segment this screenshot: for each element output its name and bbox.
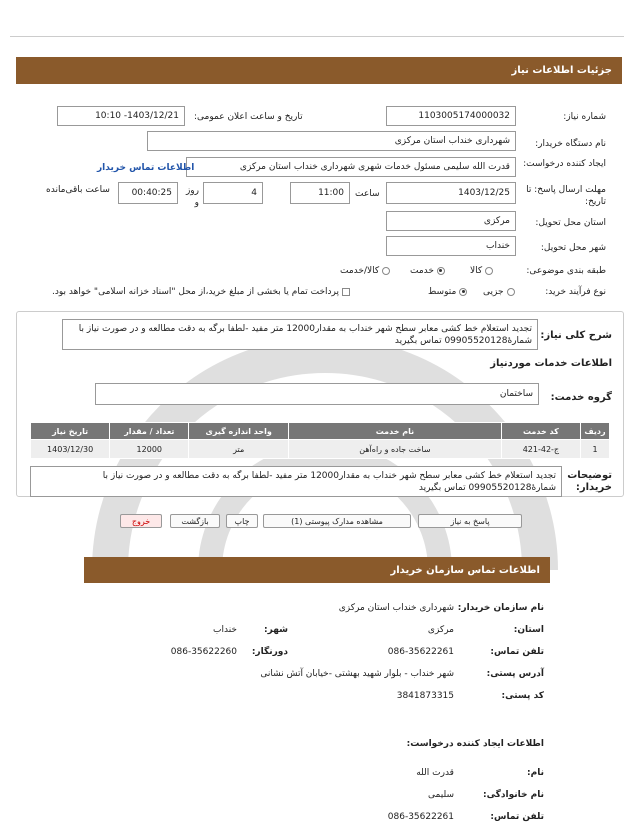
process-option-minor-label: جزیی [483,287,504,297]
city-field: خنداب [386,236,516,256]
deadline-label: مهلت ارسال پاسخ: تا تاریخ: [526,185,606,207]
col-qty-header: تعداد / مقدار [110,423,189,440]
creator-label: ایجاد کننده درخواست: [523,159,606,169]
contact-province-value: مرکزی [427,625,454,635]
remaining-time-field: 00:40:25 [118,182,178,204]
contact-fax-label: دورنگار: [251,647,288,657]
cell-row: 1 [580,440,609,459]
contact-phone-value: 086-35622261 [387,647,454,657]
contact-org-label: نام سازمان خریدار: [457,603,544,613]
process-option-minor[interactable] [483,287,515,297]
category-option-goods-label: کالا [470,266,483,276]
day-label: روز و [185,186,199,208]
radio-checked-icon [459,288,467,296]
buyer-org-field: شهرداری خنداب استان مرکزی [147,131,516,151]
announce-label: تاریخ و ساعت اعلان عمومی: [194,112,303,122]
city-label: شهر محل تحویل: [540,243,606,253]
summary-text: تجدید استعلام خط کشی معابر سطح شهر خنداب به مقدار12000 متر مفید -لطفا برگه به دقت مطالعه و در صورت نیاز با شمارۀ09905520128 تماس بگیرید [62,319,538,350]
service-group-field: ساختمان [95,383,539,405]
cell-qty: 12000 [110,440,189,459]
exit-button[interactable]: خروج [120,514,162,528]
creator-phone-label: تلفن تماس: [490,812,544,822]
process-label: نوع فرآیند خرید: [545,287,606,297]
province-field: مرکزی [386,211,516,231]
col-unit-header: واحد اندازه گیری [189,423,289,440]
contact-postal-label: کد پستی: [501,691,544,701]
service-group-label: گروه خدمت: [550,392,612,403]
contact-postal-value: 3841873315 [396,691,454,701]
category-option-service[interactable] [410,266,445,276]
services-section-title: اطلاعات خدمات موردنیاز [490,358,612,369]
contact-phone-label: تلفن تماس: [490,647,544,657]
radio-checked-icon [437,267,445,275]
contact-address-value: شهر خنداب - بلوار شهید بهشتی -خیابان آتش نشانی [260,669,454,679]
buyer-org-label: نام دستگاه خریدار: [535,139,606,149]
checkbox-icon [342,288,350,296]
cell-date: 1403/12/30 [31,440,110,459]
need-number-field: 1103005174000032 [386,106,516,126]
table-header-row [31,423,610,440]
radio-icon [485,267,493,275]
time-label: ساعت [355,189,380,199]
radio-icon [507,288,515,296]
contact-province-label: استان: [513,625,544,635]
cell-code: ج-42-421 [501,440,580,459]
services-table [30,422,610,459]
buyer-notes-label: توضیحات خریدار: [567,470,612,493]
creator-field: قدرت الله سلیمی مسئول خدمات شهری شهرداری خنداب استان مرکزی [186,157,516,177]
creator-info-title: اطلاعات ایجاد کننده درخواست: [406,739,544,749]
print-button[interactable]: چاپ [226,514,258,528]
day-count-field: 4 [203,182,263,204]
category-option-service-label: خدمت [410,266,434,276]
table-row [31,440,610,459]
need-number-label: شماره نیاز: [563,112,606,122]
process-option-medium[interactable] [428,287,467,297]
contact-org-value: شهرداری خنداب استان مرکزی [338,603,454,613]
category-label: طبقه بندی موضوعی: [526,266,606,276]
contact-fax-value: 086-35622260 [170,647,237,657]
creator-family-label: نام خانوادگی: [482,790,544,800]
radio-icon [382,267,390,275]
payment-note[interactable] [52,287,350,297]
creator-name-value: قدرت الله [416,768,454,778]
back-button[interactable]: بازگشت [170,514,220,528]
details-header: جزئیات اطلاعات نیاز [16,57,622,84]
creator-phone-value: 086-35622261 [387,812,454,822]
creator-family-value: سلیمی [428,790,454,800]
process-option-medium-label: متوسط [428,287,457,297]
province-label: استان محل تحویل: [535,218,606,228]
deadline-time-field: 11:00 [290,182,350,204]
remaining-label: ساعت باقی‌مانده [46,185,110,195]
top-divider [10,36,624,37]
col-date-header: تاریخ نیاز [31,423,110,440]
contact-address-label: آدرس پستی: [486,669,544,679]
view-attachments-button[interactable]: مشاهده مدارک پیوستی (1) [263,514,411,528]
contact-header: اطلاعات تماس سازمان خریدار [84,557,550,583]
category-option-both[interactable] [340,266,390,276]
cell-unit: متر [189,440,289,459]
category-option-both-label: کالا/خدمت [340,266,380,276]
cell-name: ساخت جاده و راه‌آهن [289,440,502,459]
buyer-contact-link[interactable]: اطلاعات تماس خریدار [97,163,195,173]
buyer-notes-text: تجدید استعلام خط کشی معابر سطح شهر خنداب به مقدار12000 متر مفید -لطفا برگه به دقت مطالعه و در صورت نیاز با شمارۀ09905520128 تماس بگیرید [30,466,562,497]
contact-city-value: خنداب [213,625,237,635]
reply-button[interactable]: پاسخ به نیاز [418,514,522,528]
col-name-header: نام خدمت [289,423,502,440]
creator-name-label: نام: [527,768,544,778]
contact-city-label: شهر: [264,625,288,635]
col-row-header: ردیف [580,423,609,440]
col-code-header: کد خدمت [501,423,580,440]
summary-label: شرح کلی نیاز: [540,330,612,341]
deadline-date-field: 1403/12/25 [386,182,516,204]
announce-field: 1403/12/21- 10:10 [57,106,185,126]
category-option-goods[interactable] [470,266,493,276]
payment-note-label: پرداخت تمام یا بخشی از مبلغ خرید،از محل "اسناد خزانه اسلامی" خواهد بود. [52,287,340,297]
